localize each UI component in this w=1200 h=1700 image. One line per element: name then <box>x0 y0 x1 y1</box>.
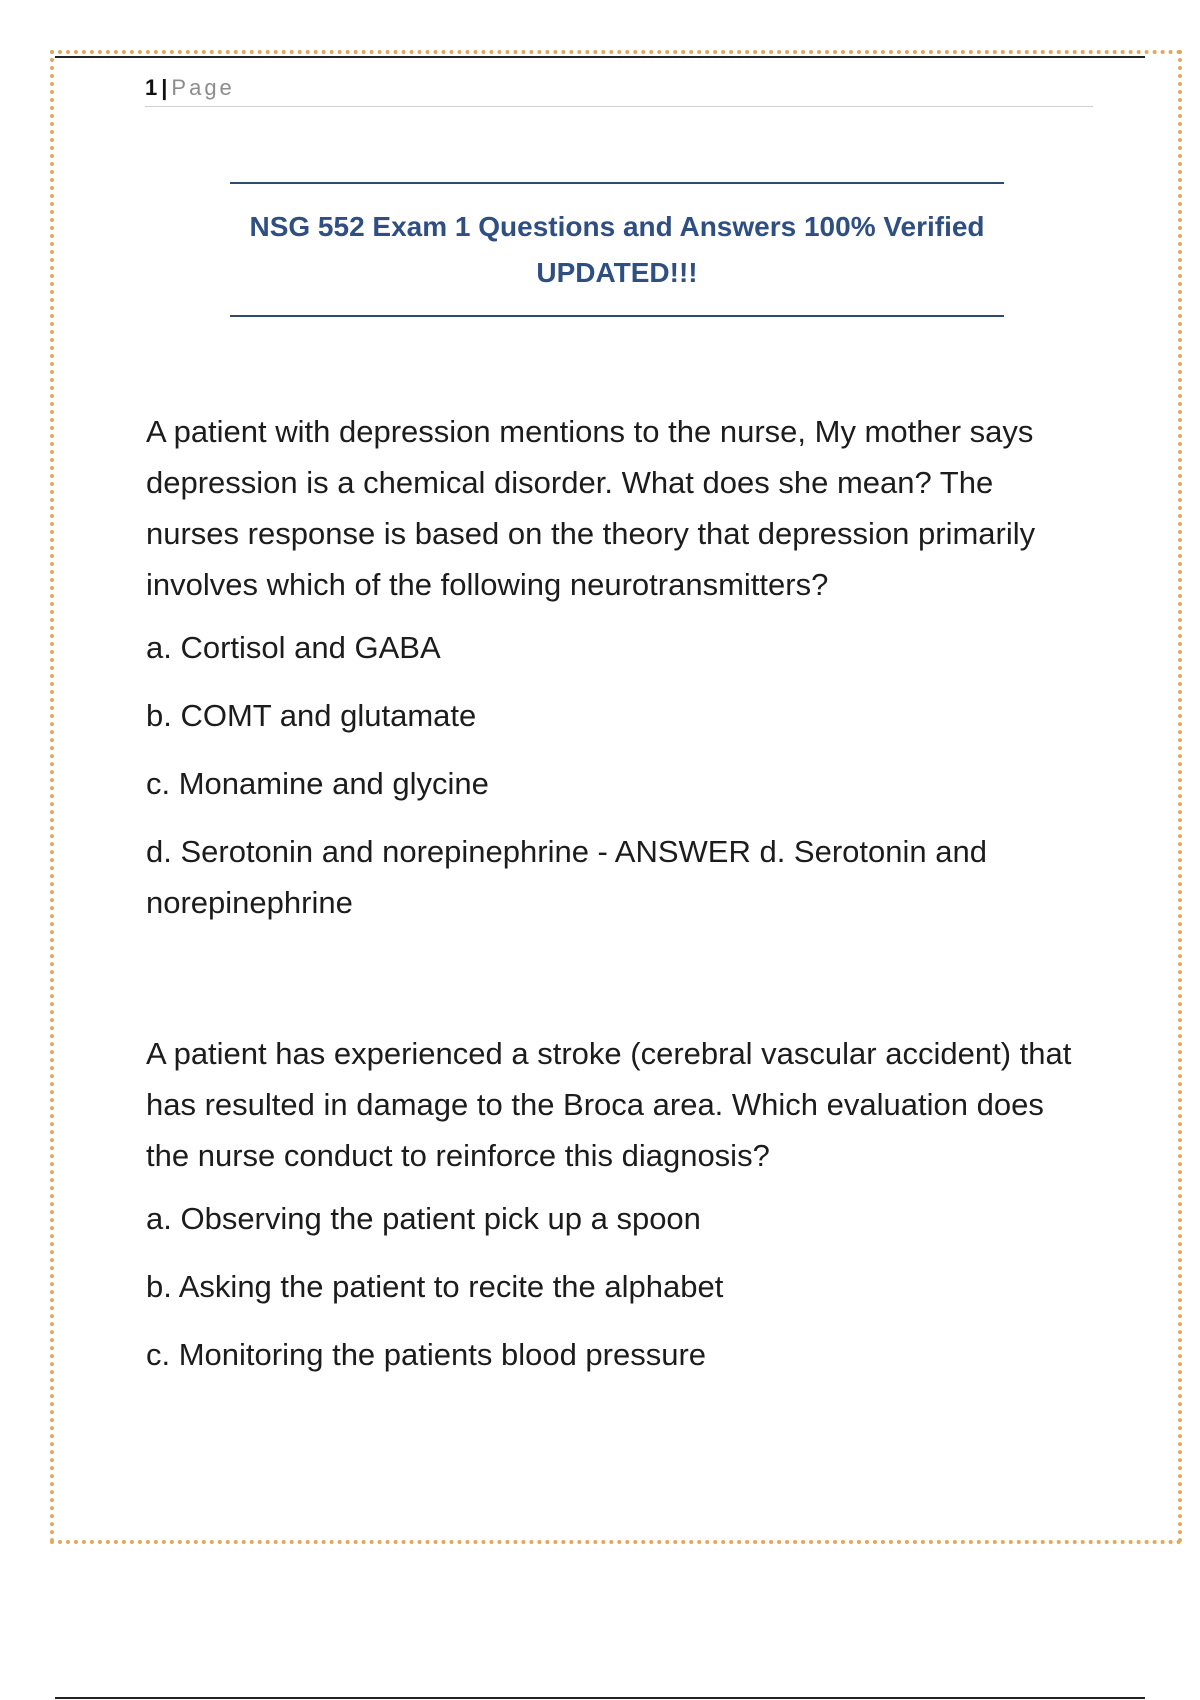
title-line-1: NSG 552 Exam 1 Questions and Answers 100% Verified <box>249 211 985 242</box>
option-item: b. Asking the patient to recite the alphabet <box>146 1269 724 1304</box>
option-item: b. COMT and glutamate <box>146 698 477 733</box>
document-title <box>230 182 1004 317</box>
question-text: A patient has experienced a stroke (cerebral vascular accident) that has resulted in damage to the Broca area. Which evaluation does the nurse conduct to reinforce this diagnosis? <box>146 1036 1072 1173</box>
question-text: A patient with depression mentions to the nurse, My mother says depression is a chemical disorder. What does she mean? The nurses response is based on the theory that depression primarily involves which of the following neurotransmitters? <box>146 414 1036 602</box>
question-block-2 <box>146 1028 1086 1380</box>
page-label: Page <box>171 75 235 100</box>
page-header <box>145 74 1093 107</box>
page-number: 1 <box>145 75 158 100</box>
page-separator: | <box>161 75 168 100</box>
option-item: c. Monitoring the patients blood pressure <box>146 1337 707 1372</box>
title-line-2: UPDATED!!! <box>536 257 698 288</box>
option-item: a. Cortisol and GABA <box>146 630 441 665</box>
option-item-answer: d. Serotonin and norepinephrine - ANSWER d. Serotonin and norepinephrine <box>146 834 987 920</box>
option-item: a. Observing the patient pick up a spoon <box>146 1201 701 1236</box>
option-item: c. Monamine and glycine <box>146 766 489 801</box>
question-block-1 <box>146 406 1086 928</box>
bottom-rule <box>55 1697 1145 1699</box>
questions-list <box>146 406 1086 1480</box>
